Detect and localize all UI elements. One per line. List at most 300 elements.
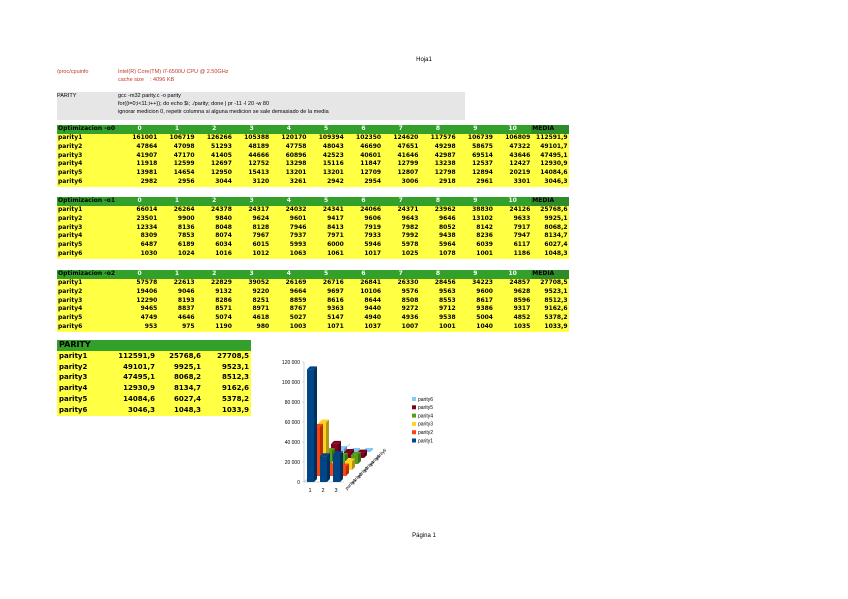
cell: 46690: [345, 143, 382, 152]
table-row: [57, 323, 569, 332]
cell: 11847: [345, 160, 382, 169]
row-label: parity2: [57, 288, 121, 297]
cell: 47758: [270, 143, 307, 152]
column-header: 8: [419, 125, 456, 134]
cell: 1017: [345, 250, 382, 259]
cell: 5978: [382, 241, 419, 250]
cell: 7937: [270, 232, 307, 241]
column-header: 6: [345, 197, 382, 206]
cell: 5993: [270, 241, 307, 250]
column-header: 2: [196, 270, 233, 279]
cell: 24126: [494, 206, 531, 215]
cell: 12950: [196, 169, 233, 178]
cell: 9440: [345, 305, 382, 314]
cell: 12807: [382, 169, 419, 178]
x-tick-label: 2: [321, 488, 325, 494]
summary-row-label: parity4: [57, 383, 109, 394]
row-label: parity5: [57, 241, 121, 250]
column-header: 10: [494, 197, 531, 206]
parity-3d-bar-chart: [270, 345, 440, 505]
column-header: 9: [457, 197, 494, 206]
column-header: 6: [345, 125, 382, 134]
cell: 3046,3: [531, 178, 568, 187]
cell: 7853: [158, 232, 195, 241]
cell: 13201: [307, 169, 344, 178]
row-label: parity4: [57, 305, 121, 314]
column-header: 0: [121, 125, 158, 134]
cpu-model: Intel(R) Core(TM) i7-6500U CPU @ 2.50GHz: [118, 69, 229, 75]
cell: 9563: [419, 288, 456, 297]
cell: 7917: [494, 224, 531, 233]
cell: 9697: [307, 288, 344, 297]
cell: 1071: [307, 323, 344, 332]
cell: 12697: [196, 160, 233, 169]
cell: 9538: [419, 314, 456, 323]
cell: 12752: [233, 160, 270, 169]
cell: 26264: [158, 206, 195, 215]
cell: 1035: [494, 323, 531, 332]
table-row: [57, 297, 569, 306]
cell: 5946: [345, 241, 382, 250]
cell: 41405: [196, 152, 233, 161]
cell: 14654: [158, 169, 195, 178]
chart-bar-side: [340, 451, 343, 482]
cell: 8128: [233, 224, 270, 233]
cell: 38830: [457, 206, 494, 215]
chart-bar-parity1-2: [320, 456, 327, 482]
column-header: 4: [270, 197, 307, 206]
cell: 47864: [121, 143, 158, 152]
cell: 9046: [158, 288, 195, 297]
cell: 26716: [307, 279, 344, 288]
summary-row: [57, 351, 251, 362]
y-tick-label: 20 000: [284, 459, 300, 466]
cell: 6487: [121, 241, 158, 250]
cell: 106719: [158, 134, 195, 143]
cell: 2956: [158, 178, 195, 187]
cell: 8971: [233, 305, 270, 314]
cell: 6015: [233, 241, 270, 250]
column-header: 10: [494, 270, 531, 279]
cell: 161001: [121, 134, 158, 143]
cell: 1190: [196, 323, 233, 332]
cell: 106739: [457, 134, 494, 143]
cell: 20219: [494, 169, 531, 178]
column-header: 1: [158, 125, 195, 134]
cache-label: cache size: [118, 77, 144, 83]
legend-label-parity3: parity3: [418, 421, 434, 428]
legend-label-parity1: parity1: [418, 438, 434, 445]
cell: 14084,6: [531, 169, 568, 178]
row-label: parity4: [57, 160, 121, 169]
cell: 8251: [233, 297, 270, 306]
cell: 2982: [121, 178, 158, 187]
summary-cell: 5378,2: [203, 394, 251, 405]
column-header: 0: [121, 197, 158, 206]
cell: 15116: [307, 160, 344, 169]
cell: 26841: [345, 279, 382, 288]
column-header: 7: [382, 270, 419, 279]
cell: 5378,2: [531, 314, 568, 323]
depth-tick-label: parity3: [356, 465, 370, 479]
column-header: 5: [307, 270, 344, 279]
cell: 49298: [419, 143, 456, 152]
cell: 22829: [196, 279, 233, 288]
cell: 8617: [457, 297, 494, 306]
legend-swatch-parity6: [412, 397, 416, 401]
cell: 9220: [233, 288, 270, 297]
column-header: 3: [233, 125, 270, 134]
cell: 9317: [494, 305, 531, 314]
row-label: parity1: [57, 279, 121, 288]
column-header: 3: [233, 270, 270, 279]
cell: 8596: [494, 297, 531, 306]
column-header: 6: [345, 270, 382, 279]
cell: 5147: [307, 314, 344, 323]
summary-table: [57, 340, 251, 416]
row-label: parity6: [57, 178, 121, 187]
cell: 9643: [382, 215, 419, 224]
cell: 9465: [121, 305, 158, 314]
summary-cell: 9523,1: [203, 362, 251, 373]
summary-cell: 1033,9: [203, 405, 251, 416]
summary-row: [57, 362, 251, 373]
table-row: [57, 288, 569, 297]
cell: 41646: [382, 152, 419, 161]
cell: 8859: [270, 297, 307, 306]
cell: 7947: [494, 232, 531, 241]
chart-bar-parity1-3: [333, 454, 340, 482]
depth-tick-label: parity2: [350, 471, 364, 485]
column-header: MEDIA: [531, 197, 568, 206]
cell: 9628: [494, 288, 531, 297]
cell: 8052: [419, 224, 456, 233]
cell: 120170: [270, 134, 307, 143]
row-label: parity3: [57, 297, 121, 306]
column-header: 2: [196, 125, 233, 134]
table-row: [57, 241, 569, 250]
summary-cell: 8134,7: [157, 383, 203, 394]
legend-swatch-parity4: [412, 414, 416, 418]
summary-cell: 12930,9: [109, 383, 157, 394]
cell: 9601: [270, 215, 307, 224]
cell: 9132: [196, 288, 233, 297]
y-tick-label: 100 000: [281, 379, 300, 386]
legend-swatch-parity1: [412, 439, 416, 443]
cell: 4940: [345, 314, 382, 323]
cell: 4852: [494, 314, 531, 323]
cell: 1040: [457, 323, 494, 332]
summary-cell: 9925,1: [157, 362, 203, 373]
table-row: [57, 232, 569, 241]
cell: 8571: [196, 305, 233, 314]
cell: 105388: [233, 134, 270, 143]
cell: 9600: [457, 288, 494, 297]
table-row: [57, 143, 569, 152]
cell: 26169: [270, 279, 307, 288]
cell: 1033,9: [531, 323, 568, 332]
cell: 8837: [158, 305, 195, 314]
column-header: 2: [196, 197, 233, 206]
cell: 2954: [345, 178, 382, 187]
cell: 48043: [307, 143, 344, 152]
summary-row-label: parity5: [57, 394, 109, 405]
column-header: 7: [382, 125, 419, 134]
legend-swatch-parity5: [412, 405, 416, 409]
cell: 1037: [345, 323, 382, 332]
summary-cell: 6027,4: [157, 394, 203, 405]
cell: 9386: [457, 305, 494, 314]
y-tick-label: 60 000: [284, 419, 300, 426]
cell: 9624: [233, 215, 270, 224]
summary-header-row: [57, 340, 251, 351]
block-label: Optimizacion -o0: [57, 125, 121, 134]
cell: 1024: [158, 250, 195, 259]
cell: 7982: [382, 224, 419, 233]
cell: 26330: [382, 279, 419, 288]
block-label: Optimizacion -o1: [57, 197, 121, 206]
cell: 19406: [121, 288, 158, 297]
cell: 23962: [419, 206, 456, 215]
summary-cell: 14084,6: [109, 394, 157, 405]
legend-label-parity2: parity2: [418, 430, 434, 436]
cell: 49101,7: [531, 143, 568, 152]
row-label: parity5: [57, 314, 121, 323]
cache-value: : 4096 KB: [150, 77, 175, 83]
cell: 9712: [419, 305, 456, 314]
cell: 9840: [196, 215, 233, 224]
table-header-row: [57, 270, 569, 279]
cell: 8142: [457, 224, 494, 233]
chart-bar-parity1-1: [307, 369, 314, 482]
summary-cell: 25768,6: [157, 351, 203, 362]
cell: 3044: [196, 178, 233, 187]
column-header: 7: [382, 197, 419, 206]
chart-bar-side: [314, 366, 317, 482]
cell: 57578: [121, 279, 158, 288]
table-o1: [57, 197, 569, 259]
cell: 4618: [233, 314, 270, 323]
cell: 3261: [270, 178, 307, 187]
cell: 9900: [158, 215, 195, 224]
legend-swatch-parity2: [412, 430, 416, 434]
cell: 24066: [345, 206, 382, 215]
column-header: 1: [158, 270, 195, 279]
cell: 8048: [196, 224, 233, 233]
cell: 8512,3: [531, 297, 568, 306]
summary-title: PARITY: [57, 340, 251, 351]
cell: 6027,4: [531, 241, 568, 250]
cell: 8134,7: [531, 232, 568, 241]
cell: 3006: [382, 178, 419, 187]
cell: 66014: [121, 206, 158, 215]
cell: 12537: [457, 160, 494, 169]
cell: 12599: [158, 160, 195, 169]
table-row: [57, 224, 569, 233]
cell: 47322: [494, 143, 531, 152]
cell: 5004: [457, 314, 494, 323]
cell: 27708,5: [531, 279, 568, 288]
column-header: 1: [158, 197, 195, 206]
cell: 44666: [233, 152, 270, 161]
x-tick-label: 1: [308, 488, 312, 494]
cell: 8074: [196, 232, 233, 241]
cell: 1030: [121, 250, 158, 259]
cell: 34223: [457, 279, 494, 288]
cell: 11918: [121, 160, 158, 169]
cell: 9417: [307, 215, 344, 224]
table-row: [57, 279, 569, 288]
table-row: [57, 160, 569, 169]
table-row: [57, 152, 569, 161]
page-footer: Página 1: [412, 533, 436, 539]
depth-tick-label: parity5: [368, 453, 382, 467]
cell: 47170: [158, 152, 195, 161]
cell: 24317: [233, 206, 270, 215]
column-header: 8: [419, 197, 456, 206]
run-command: for((i=0;i<11;i++)); do echo $i; ./parity; done | pr -11 -l 20 -w 80: [118, 101, 270, 107]
summary-row-label: parity2: [57, 362, 109, 373]
cell: 9646: [419, 215, 456, 224]
table-header-row: [57, 125, 569, 134]
cell: 41907: [121, 152, 158, 161]
cell: 47651: [382, 143, 419, 152]
summary-cell: 3046,3: [109, 405, 157, 416]
summary-row-label: parity1: [57, 351, 109, 362]
cell: 4749: [121, 314, 158, 323]
cell: 12290: [121, 297, 158, 306]
cell: 51293: [196, 143, 233, 152]
cell: 24341: [307, 206, 344, 215]
cell: 5074: [196, 314, 233, 323]
cell: 1061: [307, 250, 344, 259]
cell: 7946: [270, 224, 307, 233]
cell: 2961: [457, 178, 494, 187]
row-label: parity6: [57, 250, 121, 259]
cell: 47098: [158, 143, 195, 152]
cell: 1186: [494, 250, 531, 259]
cell: 8553: [419, 297, 456, 306]
cell: 3120: [233, 178, 270, 187]
block-label: Optimizacion -o2: [57, 270, 121, 279]
program-name: PARITY: [57, 93, 77, 99]
depth-tick-label: parity4: [362, 459, 376, 473]
cell: 4646: [158, 314, 195, 323]
cell: 42523: [307, 152, 344, 161]
compile-command: gcc -m32 parity.c -o parity: [118, 93, 181, 99]
cell: 8193: [158, 297, 195, 306]
cell: 13981: [121, 169, 158, 178]
depth-tick-label: parity6: [374, 447, 388, 461]
summary-cell: 1048,3: [157, 405, 203, 416]
cell: 9606: [345, 215, 382, 224]
cell: 3301: [494, 178, 531, 187]
cell: 102350: [345, 134, 382, 143]
column-header: MEDIA: [531, 125, 568, 134]
legend-label-parity4: parity4: [418, 413, 434, 420]
cell: 8644: [345, 297, 382, 306]
depth-tick-label: parity1: [344, 477, 358, 491]
column-header: 3: [233, 197, 270, 206]
page-header: Hoja1: [416, 57, 432, 63]
cell: 109394: [307, 134, 344, 143]
cell: 1078: [419, 250, 456, 259]
cell: 60896: [270, 152, 307, 161]
cell: 9523,1: [531, 288, 568, 297]
cell: 13102: [457, 215, 494, 224]
cell: 9576: [382, 288, 419, 297]
column-header: MEDIA: [531, 270, 568, 279]
cell: 953: [121, 323, 158, 332]
cell: 8068,2: [531, 224, 568, 233]
column-header: 4: [270, 270, 307, 279]
cell: 126266: [196, 134, 233, 143]
cell: 5027: [270, 314, 307, 323]
row-label: parity3: [57, 152, 121, 161]
row-label: parity5: [57, 169, 121, 178]
cell: 13298: [270, 160, 307, 169]
cell: 1025: [382, 250, 419, 259]
cell: 12894: [457, 169, 494, 178]
cell: 9664: [270, 288, 307, 297]
cell: 12798: [419, 169, 456, 178]
table-o0: [57, 125, 569, 187]
row-label: parity1: [57, 134, 121, 143]
cell: 69514: [457, 152, 494, 161]
cell: 8286: [196, 297, 233, 306]
cell: 8309: [121, 232, 158, 241]
cell: 1007: [382, 323, 419, 332]
cell: 5964: [419, 241, 456, 250]
cell: 8767: [270, 305, 307, 314]
cell: 7992: [382, 232, 419, 241]
table-row: [57, 314, 569, 323]
column-header: 9: [457, 125, 494, 134]
row-label: parity2: [57, 215, 121, 224]
cell: 1001: [419, 323, 456, 332]
cell: 15413: [233, 169, 270, 178]
cell: 8236: [457, 232, 494, 241]
cell: 2918: [419, 178, 456, 187]
cell: 7919: [345, 224, 382, 233]
table-row: [57, 215, 569, 224]
summary-cell: 8512,3: [203, 372, 251, 383]
legend-label-parity5: parity5: [418, 405, 434, 412]
cell: 7933: [345, 232, 382, 241]
cell: 6117: [494, 241, 531, 250]
column-header: 9: [457, 270, 494, 279]
y-tick-label: 40 000: [284, 439, 300, 446]
summary-cell: 49101,7: [109, 362, 157, 373]
column-header: 8: [419, 270, 456, 279]
summary-cell: 9162,6: [203, 383, 251, 394]
cell: 7971: [307, 232, 344, 241]
cell: 124620: [382, 134, 419, 143]
cell: 8508: [382, 297, 419, 306]
cell: 24032: [270, 206, 307, 215]
cell: 9633: [494, 215, 531, 224]
cell: 8616: [307, 297, 344, 306]
cell: 12427: [494, 160, 531, 169]
summary-cell: 112591,9: [109, 351, 157, 362]
cell: 9438: [419, 232, 456, 241]
y-tick-label: 0: [297, 479, 300, 486]
legend-swatch-parity3: [412, 422, 416, 426]
cell: 23501: [121, 215, 158, 224]
note-text: ignorar medicion 0, repetir columna si alguna medicion se sale demasiado de la media: [118, 109, 329, 115]
cell: 6034: [196, 241, 233, 250]
table-o2: [57, 270, 569, 332]
